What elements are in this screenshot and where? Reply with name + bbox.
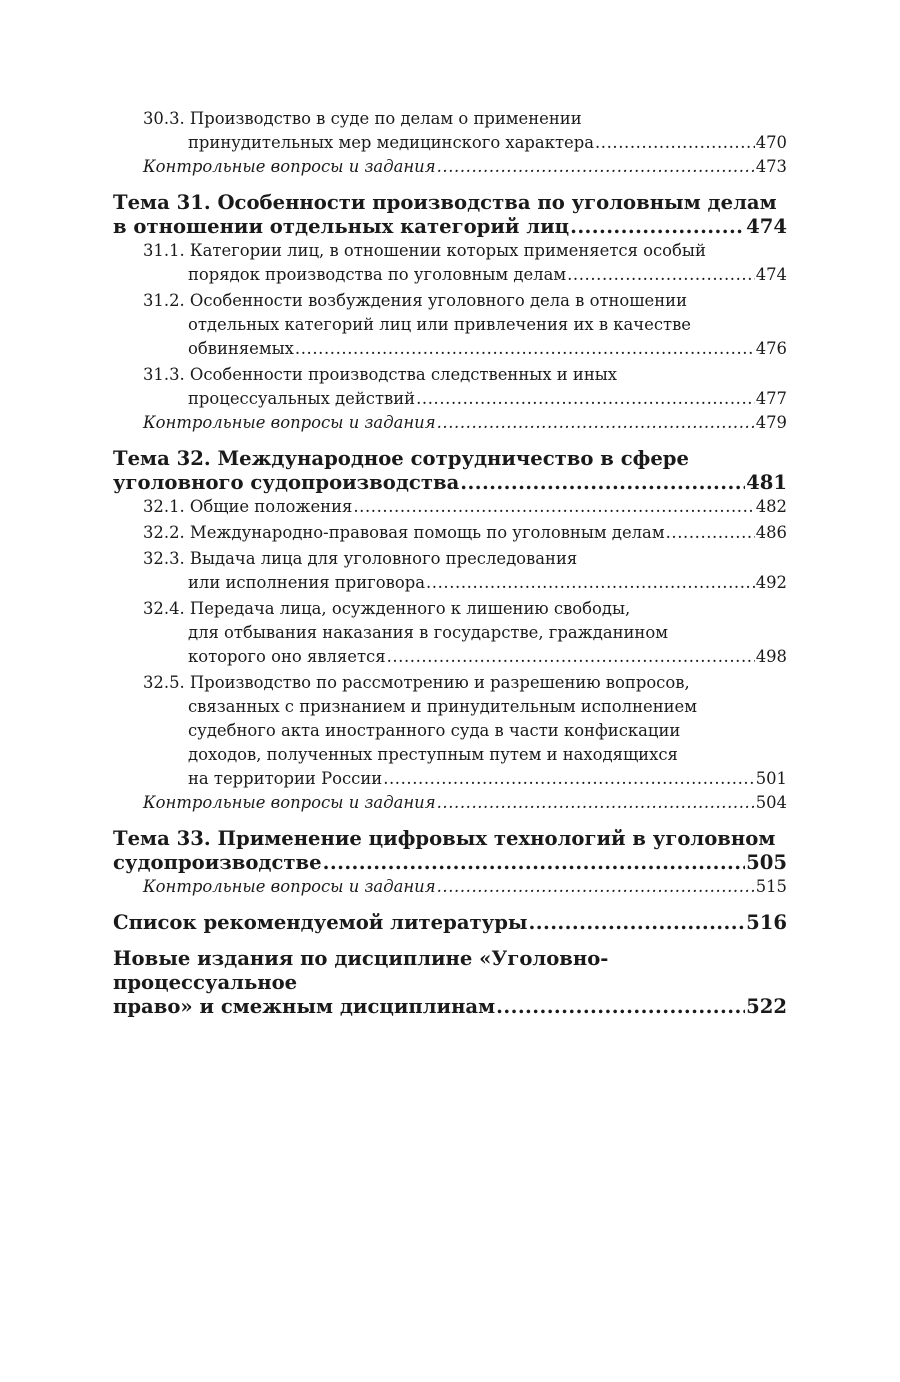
entry-line: 31.1. Категории лиц, в отношении которых применяется особый <box>143 241 706 260</box>
toc-subsection-entry <box>113 547 787 595</box>
leader-dots <box>416 387 755 411</box>
toc-questions-entry <box>113 155 787 179</box>
toc-topic-entry <box>113 911 787 935</box>
leader-dots <box>353 495 754 519</box>
entry-line: судебного акта иностранного суда в части конфискации <box>188 721 681 740</box>
entry-text: судопроизводстве <box>113 851 322 874</box>
leader-dots <box>437 155 755 179</box>
table-of-contents <box>113 99 787 1019</box>
leader-dots <box>460 471 745 495</box>
entry-line <box>113 767 787 791</box>
entry-label: Контрольные вопросы и задания <box>143 157 436 176</box>
entry-text: Список рекомендуемой литературы <box>113 911 528 934</box>
toc-subsection-entry <box>113 597 787 669</box>
entry-line <box>113 851 787 875</box>
entry-text: принудительных мер медицинского характера <box>188 133 594 152</box>
toc-topic-entry <box>113 447 787 495</box>
toc-topic-entry <box>113 827 787 875</box>
page-number: 470 <box>755 133 787 152</box>
entry-line: Тема 32. Международное сотрудничество в сфере <box>113 447 689 470</box>
entry-line: 31.3. Особенности производства следственных и иных <box>143 365 618 384</box>
entry-line: доходов, полученных преступным путем и находящихся <box>188 745 678 764</box>
entry-text: право» и смежным дисциплинам <box>113 995 496 1018</box>
entry-line: 32.5. Производство по рассмотрению и разрешению вопросов, <box>143 673 690 692</box>
entry-text: обвиняемых <box>188 339 294 358</box>
entry-line: Тема 31. Особенности производства по уголовным делам <box>113 191 777 214</box>
toc-subsection-entry <box>113 495 787 519</box>
toc-questions-entry <box>113 791 787 815</box>
toc-subsection-entry <box>113 107 787 155</box>
entry-line <box>113 263 787 287</box>
entry-line <box>113 131 787 155</box>
entry-line <box>113 645 787 669</box>
entry-label: Контрольные вопросы и задания <box>143 413 436 432</box>
page-number: 505 <box>746 851 787 874</box>
toc-questions-entry <box>113 411 787 435</box>
page-number: 481 <box>746 471 787 494</box>
entry-text: на территории России <box>188 769 383 788</box>
entry-text: в отношении отдельных категорий лиц <box>113 215 570 238</box>
page-number: 479 <box>755 413 787 432</box>
toc-subsection-entry <box>113 671 787 791</box>
leader-dots <box>529 911 746 935</box>
page-number: 498 <box>755 647 787 666</box>
toc-questions-entry <box>113 875 787 899</box>
leader-dots <box>666 521 755 545</box>
entry-text: 32.2. Международно-правовая помощь по уголовным делам <box>143 523 665 542</box>
leader-dots <box>387 645 755 669</box>
entry-line: связанных с признанием и принудительным исполнением <box>188 697 698 716</box>
page-number: 482 <box>755 497 787 516</box>
leader-dots <box>567 263 755 287</box>
page-number: 501 <box>755 769 787 788</box>
leader-dots <box>323 851 745 875</box>
entry-line <box>113 387 787 411</box>
entry-line: 30.3. Производство в суде по делам о применении <box>143 109 582 128</box>
toc-topic-entry <box>113 191 787 239</box>
page-number: 474 <box>755 265 787 284</box>
entry-text: или исполнения приговора <box>188 573 425 592</box>
entry-text: которого оно является <box>188 647 386 666</box>
page-number: 473 <box>755 157 787 176</box>
entry-line <box>113 471 787 495</box>
leader-dots <box>437 411 755 435</box>
page-number: 522 <box>746 995 787 1018</box>
entry-label: Контрольные вопросы и задания <box>143 877 436 896</box>
toc-subsection-entry <box>113 239 787 287</box>
leader-dots <box>426 571 755 595</box>
entry-text: процессуальных действий <box>188 389 416 408</box>
leader-dots <box>383 767 755 791</box>
leader-dots <box>496 995 745 1019</box>
entry-line: 32.4. Передача лица, осужденного к лишению свободы, <box>143 599 631 618</box>
leader-dots <box>595 131 755 155</box>
toc-subsection-entry <box>113 289 787 361</box>
entry-line <box>113 911 787 935</box>
entry-text: уголовного судопроизводства <box>113 471 460 494</box>
entry-line: для отбывания наказания в государстве, гражданином <box>188 623 668 642</box>
leader-dots <box>437 791 755 815</box>
page-number: 477 <box>755 389 787 408</box>
leader-dots <box>295 337 755 361</box>
page-number: 515 <box>755 877 787 896</box>
entry-line: Новые издания по дисциплине «Уголовно-процессуальное <box>113 947 609 994</box>
entry-line: 31.2. Особенности возбуждения уголовного дела в отношении <box>143 291 688 310</box>
page-number: 486 <box>755 523 787 542</box>
page-number: 474 <box>746 215 787 238</box>
entry-line <box>113 215 787 239</box>
page-number: 492 <box>755 573 787 592</box>
entry-label: Контрольные вопросы и задания <box>143 793 436 812</box>
entry-text: 32.1. Общие положения <box>143 497 353 516</box>
toc-subsection-entry <box>113 521 787 545</box>
leader-dots <box>570 215 745 239</box>
entry-line <box>113 995 787 1019</box>
entry-text: порядок производства по уголовным делам <box>188 265 567 284</box>
page-number: 516 <box>746 911 787 934</box>
entry-line <box>113 571 787 595</box>
toc-subsection-entry <box>113 363 787 411</box>
toc-topic-entry <box>113 947 787 1019</box>
entry-line: Тема 33. Применение цифровых технологий в уголовном <box>113 827 776 850</box>
page-number: 504 <box>755 793 787 812</box>
entry-line: отдельных категорий лиц или привлечения их в качестве <box>188 315 691 334</box>
entry-line: 32.3. Выдача лица для уголовного преследования <box>143 549 578 568</box>
entry-line <box>113 521 787 545</box>
leader-dots <box>437 875 755 899</box>
entry-line <box>113 337 787 361</box>
entry-line <box>113 495 787 519</box>
page-number: 476 <box>755 339 787 358</box>
